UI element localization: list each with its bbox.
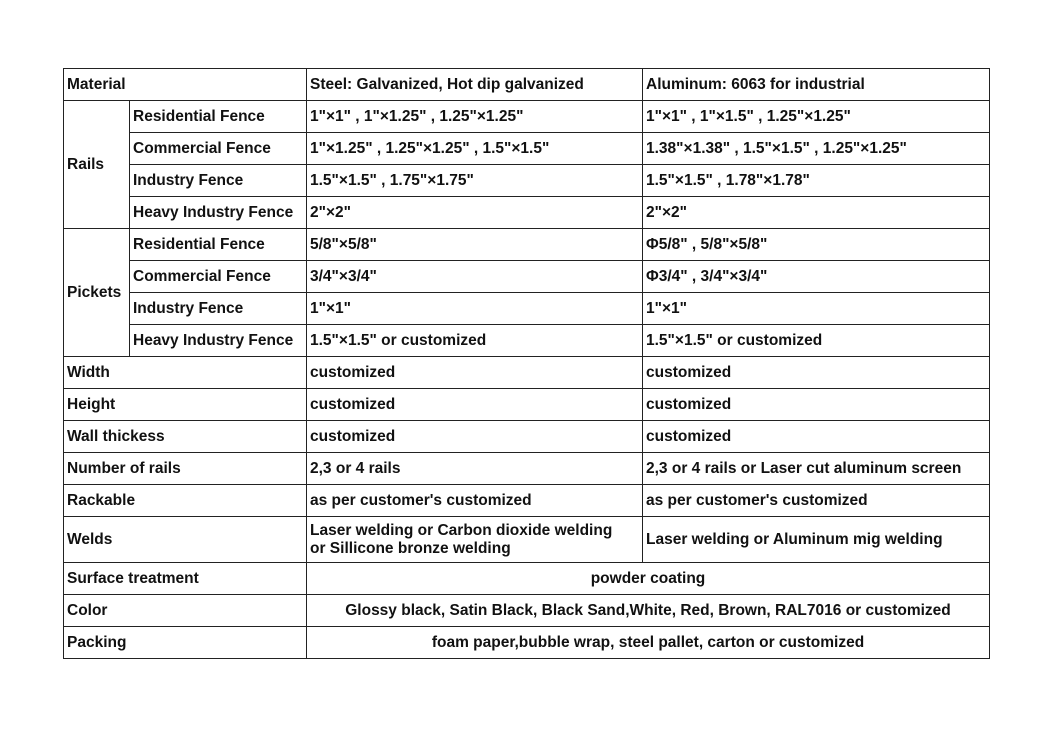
fence-type-cell: Residential Fence — [130, 229, 307, 261]
welds-steel-line1: Laser welding or Carbon dioxide welding — [310, 521, 613, 539]
table-row-pickets-residential — [64, 229, 990, 261]
table-row-height — [64, 389, 990, 421]
material-aluminum: Aluminum: 6063 for industrial — [643, 69, 990, 101]
aluminum-value-cell: 1.38"×1.38" , 1.5"×1.5" , 1.25"×1.25" — [643, 133, 990, 165]
table-row-pickets-industry — [64, 293, 990, 325]
shared-value-cell: Glossy black, Satin Black, Black Sand,White, Red, Brown, RAL7016 or customized — [307, 595, 990, 627]
attribute-label: Number of rails — [64, 453, 307, 485]
aluminum-value-cell: 1.5"×1.5" , 1.78"×1.78" — [643, 165, 990, 197]
fence-type-cell: Industry Fence — [130, 165, 307, 197]
attribute-label: Color — [64, 595, 307, 627]
fence-type-cell: Heavy Industry Fence — [130, 325, 307, 357]
aluminum-value-cell: 1.5"×1.5" or customized — [643, 325, 990, 357]
table-row-number-of-rails — [64, 453, 990, 485]
aluminum-value-cell: as per customer's customized — [643, 485, 990, 517]
table-row-rails-heavy-industry — [64, 197, 990, 229]
table-row-welds — [64, 517, 990, 563]
attribute-label: Width — [64, 357, 307, 389]
rails-label: Rails — [64, 101, 130, 229]
aluminum-value-cell: Φ3/4" , 3/4"×3/4" — [643, 261, 990, 293]
fence-type-cell: Heavy Industry Fence — [130, 197, 307, 229]
table-row-rackable — [64, 485, 990, 517]
table-row-pickets-commercial — [64, 261, 990, 293]
aluminum-value-cell: 2"×2" — [643, 197, 990, 229]
aluminum-value-cell: 1"×1" — [643, 293, 990, 325]
table-row-pickets-heavy-industry — [64, 325, 990, 357]
attribute-label: Wall thickess — [64, 421, 307, 453]
welds-label: Welds — [64, 517, 307, 563]
steel-value-cell: 2,3 or 4 rails — [307, 453, 643, 485]
steel-value-cell: 1.5"×1.5" or customized — [307, 325, 643, 357]
steel-value-cell: 1"×1" , 1"×1.25" , 1.25"×1.25" — [307, 101, 643, 133]
welds-steel-line2: or Sillicone bronze welding — [310, 539, 511, 557]
fence-spec-table — [63, 68, 990, 659]
aluminum-value-cell: Φ5/8" , 5/8"×5/8" — [643, 229, 990, 261]
shared-value-cell: powder coating — [307, 563, 990, 595]
steel-value-cell: 5/8"×5/8" — [307, 229, 643, 261]
aluminum-value-cell: 2,3 or 4 rails or Laser cut aluminum screen — [643, 453, 990, 485]
table-row-packing — [64, 627, 990, 659]
fence-type-cell: Commercial Fence — [130, 261, 307, 293]
material-steel: Steel: Galvanized, Hot dip galvanized — [307, 69, 643, 101]
attribute-label: Rackable — [64, 485, 307, 517]
steel-value-cell: as per customer's customized — [307, 485, 643, 517]
attribute-label: Surface treatment — [64, 563, 307, 595]
pickets-label: Pickets — [64, 229, 130, 357]
shared-value-cell: foam paper,bubble wrap, steel pallet, carton or customized — [307, 627, 990, 659]
table-row-rails-residential — [64, 101, 990, 133]
attribute-label: Height — [64, 389, 307, 421]
fence-type-cell: Industry Fence — [130, 293, 307, 325]
table-row-width — [64, 357, 990, 389]
steel-value-cell: customized — [307, 421, 643, 453]
aluminum-value-cell: customized — [643, 421, 990, 453]
steel-value-cell: 1"×1" — [307, 293, 643, 325]
steel-value-cell: 1"×1.25" , 1.25"×1.25" , 1.5"×1.5" — [307, 133, 643, 165]
table-row-rails-industry — [64, 165, 990, 197]
steel-value-cell: 3/4"×3/4" — [307, 261, 643, 293]
aluminum-value-cell: 1"×1" , 1"×1.5" , 1.25"×1.25" — [643, 101, 990, 133]
welds-aluminum: Laser welding or Aluminum mig welding — [643, 517, 990, 563]
fence-type-cell: Residential Fence — [130, 101, 307, 133]
welds-steel — [307, 517, 643, 563]
steel-value-cell: 2"×2" — [307, 197, 643, 229]
aluminum-value-cell: customized — [643, 389, 990, 421]
steel-value-cell: 1.5"×1.5" , 1.75"×1.75" — [307, 165, 643, 197]
aluminum-value-cell: customized — [643, 357, 990, 389]
fence-type-cell: Commercial Fence — [130, 133, 307, 165]
steel-value-cell: customized — [307, 357, 643, 389]
attribute-label: Packing — [64, 627, 307, 659]
table-row-surface-treatment — [64, 563, 990, 595]
table-row-material — [64, 69, 990, 101]
table-row-wall-thickness — [64, 421, 990, 453]
steel-value-cell: customized — [307, 389, 643, 421]
table-row-rails-commercial — [64, 133, 990, 165]
material-label: Material — [64, 69, 307, 101]
table-row-color — [64, 595, 990, 627]
